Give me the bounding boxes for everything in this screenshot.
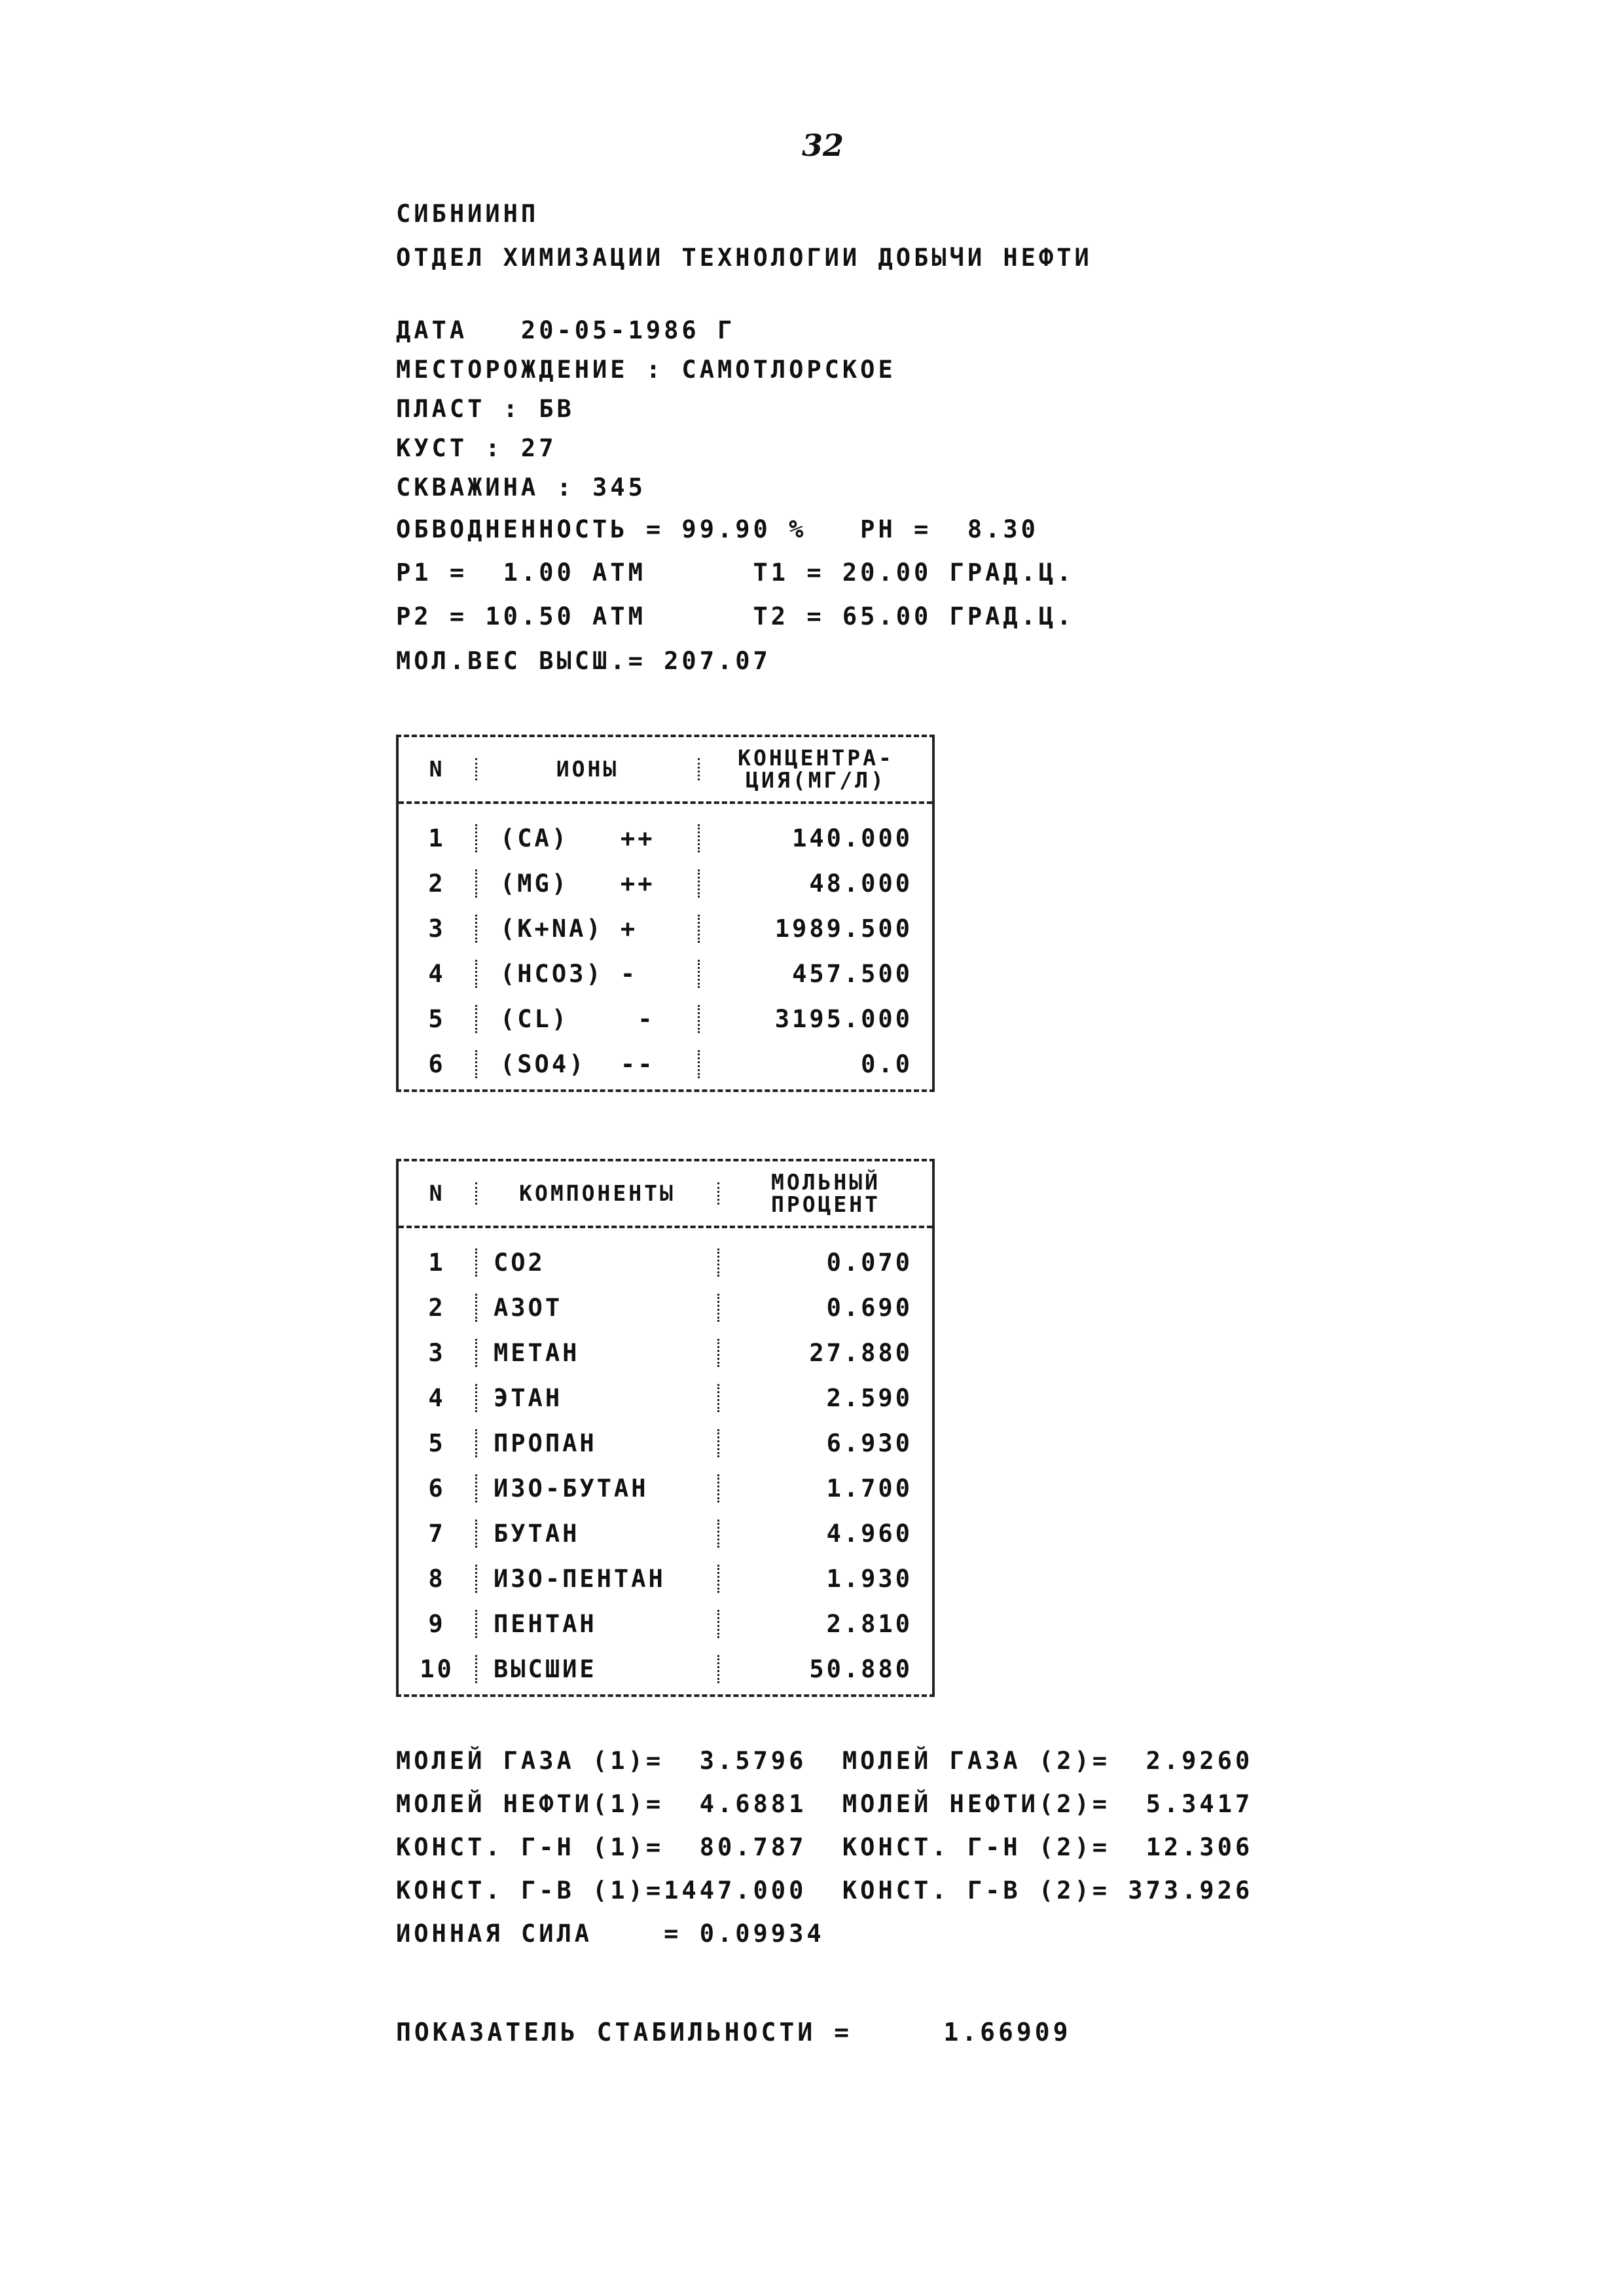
ion-concentration: 48.000 xyxy=(809,869,912,898)
info-field: МЕСТОРОЖДЕНИЕ : САМОТЛОРСКОЕ xyxy=(396,355,896,384)
component-name: ИЗО-ПЕНТАН xyxy=(477,1565,719,1593)
table-row xyxy=(399,1240,932,1285)
table-row xyxy=(399,1376,932,1421)
row-number: 5 xyxy=(399,1005,477,1033)
row-number: 4 xyxy=(399,1384,477,1412)
ion-name: (SO4) -- xyxy=(477,1050,700,1078)
components-col-n: N xyxy=(399,1182,477,1205)
component-name: ЭТАН xyxy=(477,1384,719,1412)
info-cluster: КУСТ : 27 xyxy=(396,434,557,462)
stability-index: ПОКАЗАТЕЛЬ СТАБИЛЬНОСТИ = 1.66909 xyxy=(396,2018,1072,2047)
ion-name: (MG) ++ xyxy=(477,869,700,898)
component-name: ПРОПАН xyxy=(477,1429,719,1457)
row-number: 6 xyxy=(399,1050,477,1078)
page-number: 32 xyxy=(802,128,844,163)
ions-table xyxy=(396,735,935,1092)
summary-oil-moles: МОЛЕЙ НЕФТИ(1)= 4.6881 МОЛЕЙ НЕФТИ(2)= 5.3417 xyxy=(396,1790,1254,1818)
component-name: МЕТАН xyxy=(477,1339,719,1367)
component-percent: 2.590 xyxy=(826,1384,912,1412)
ion-concentration: 1989.500 xyxy=(774,915,912,943)
summary-gas-oil-const: КОНСТ. Г-Н (1)= 80.787 КОНСТ. Г-Н (2)= 12.306 xyxy=(396,1833,1254,1861)
ion-concentration: 457.500 xyxy=(792,960,912,988)
row-number: 9 xyxy=(399,1610,477,1638)
table-row xyxy=(399,816,932,861)
component-percent: 0.690 xyxy=(826,1294,912,1322)
ions-col-n: N xyxy=(399,758,477,780)
ion-name: (K+NA) + xyxy=(477,915,700,943)
component-percent: 2.810 xyxy=(826,1610,912,1638)
component-name: БУТАН xyxy=(477,1520,719,1548)
row-number: 3 xyxy=(399,1339,477,1367)
row-number: 7 xyxy=(399,1520,477,1548)
row-number: 6 xyxy=(399,1474,477,1503)
ion-concentration: 3195.000 xyxy=(774,1005,912,1033)
table-row xyxy=(399,1556,932,1601)
table-row xyxy=(399,1042,932,1087)
department-name: ОТДЕЛ ХИМИЗАЦИИ ТЕХНОЛОГИИ ДОБЫЧИ НЕФТИ xyxy=(396,244,1092,272)
summary-ionic-strength: ИОННАЯ СИЛА = 0.09934 xyxy=(396,1920,825,1948)
info-well: СКВАЖИНА : 345 xyxy=(396,473,646,501)
organization-name: СИБНИИНП xyxy=(396,200,539,228)
components-table xyxy=(396,1159,935,1697)
component-name: ПЕНТАН xyxy=(477,1610,719,1638)
ion-name: (CL) - xyxy=(477,1005,700,1033)
table-row xyxy=(399,996,932,1042)
components-table-header xyxy=(399,1161,932,1228)
row-number: 3 xyxy=(399,915,477,943)
component-percent: 50.880 xyxy=(809,1655,912,1683)
row-number: 8 xyxy=(399,1565,477,1593)
ion-concentration: 0.0 xyxy=(861,1050,912,1078)
ions-table-header xyxy=(399,737,932,804)
row-number: 2 xyxy=(399,869,477,898)
info-watercut: ОБВОДНЕННОСТЬ = 99.90 % PH = 8.30 xyxy=(396,515,1039,543)
components-col-percent: МОЛЬНЫЙ ПРОЦЕНТ xyxy=(770,1169,881,1217)
component-name: ВЫСШИЕ xyxy=(477,1655,719,1683)
component-name: CO2 xyxy=(477,1248,719,1277)
component-percent: 27.880 xyxy=(809,1339,912,1367)
summary-gas-water-const: КОНСТ. Г-В (1)=1447.000 КОНСТ. Г-В (2)= 373.926 xyxy=(396,1876,1254,1904)
component-percent: 1.930 xyxy=(826,1565,912,1593)
ions-col-ions: ИОНЫ xyxy=(477,758,700,780)
component-name: АЗОТ xyxy=(477,1294,719,1322)
components-col-name: КОМПОНЕНТЫ xyxy=(477,1182,719,1205)
component-name: ИЗО-БУТАН xyxy=(477,1474,719,1503)
table-row xyxy=(399,1330,932,1376)
component-percent: 0.070 xyxy=(826,1248,912,1277)
info-layer: ПЛАСТ : БВ xyxy=(396,395,575,423)
table-row xyxy=(399,951,932,996)
table-row xyxy=(399,906,932,951)
summary-gas-moles: МОЛЕЙ ГАЗА (1)= 3.5796 МОЛЕЙ ГАЗА (2)= 2.9260 xyxy=(396,1747,1254,1775)
table-row xyxy=(399,1511,932,1556)
info-date: ДАТА 20-05-1986 Г xyxy=(396,316,736,344)
info-p2-t2: P2 = 10.50 АТМ T2 = 65.00 ГРАД.Ц. xyxy=(396,602,1075,630)
row-number: 1 xyxy=(399,1248,477,1277)
ion-concentration: 140.000 xyxy=(792,824,912,852)
info-mol-weight: МОЛ.ВЕС ВЫСШ.= 207.07 xyxy=(396,647,771,675)
row-number: 2 xyxy=(399,1294,477,1322)
table-row xyxy=(399,1466,932,1511)
row-number: 4 xyxy=(399,960,477,988)
component-percent: 4.960 xyxy=(826,1520,912,1548)
table-row xyxy=(399,861,932,906)
table-row xyxy=(399,1647,932,1692)
table-row xyxy=(399,1421,932,1466)
component-percent: 1.700 xyxy=(826,1474,912,1503)
row-number: 5 xyxy=(399,1429,477,1457)
ions-col-concentration: КОНЦЕНТРА- ЦИЯ(МГ/Л) xyxy=(738,745,894,793)
row-number: 1 xyxy=(399,824,477,852)
ion-name: (HCO3) - xyxy=(477,960,700,988)
ion-name: (CA) ++ xyxy=(477,824,700,852)
table-row xyxy=(399,1285,932,1330)
row-number: 10 xyxy=(399,1655,477,1683)
table-row xyxy=(399,1601,932,1647)
component-percent: 6.930 xyxy=(826,1429,912,1457)
info-p1-t1: P1 = 1.00 АТМ T1 = 20.00 ГРАД.Ц. xyxy=(396,558,1075,587)
